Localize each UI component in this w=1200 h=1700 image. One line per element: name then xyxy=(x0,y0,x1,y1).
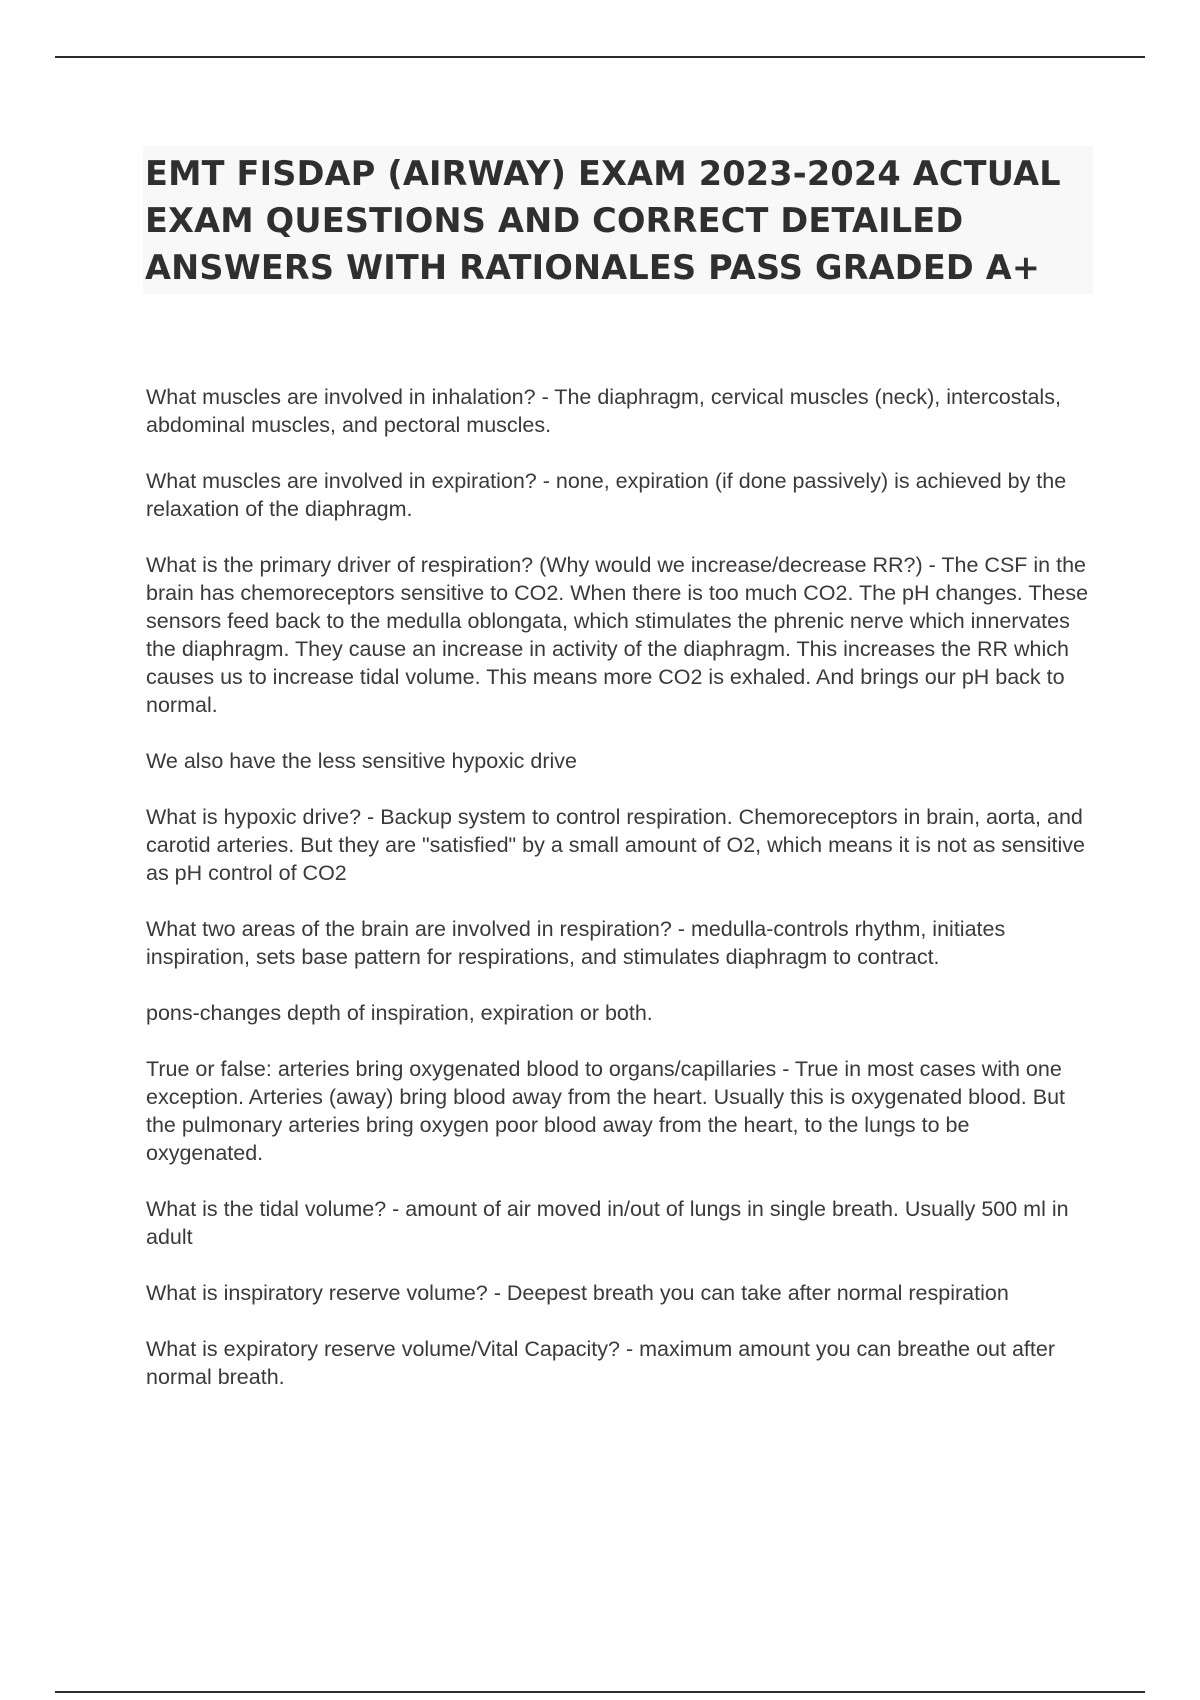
qa-paragraph: What muscles are involved in expiration? - none, expiration (if done passively) is achieved by the relaxation of the diaphragm. xyxy=(146,469,1067,521)
qa-paragraph: What is hypoxic drive? - Backup system to control respiration. Chemoreceptors in brain, aorta, and carotid arteries. But they are "satisfied" by a small amount of O2, which means it is not as sensitive as pH control of CO2 xyxy=(146,805,1085,885)
qa-paragraph: What is inspiratory reserve volume? - Deepest breath you can take after normal respiration xyxy=(146,1281,1009,1305)
title-block xyxy=(143,146,1093,294)
document-body xyxy=(146,383,1091,1419)
top-divider xyxy=(55,56,1145,58)
qa-paragraph: True or false: arteries bring oxygenated blood to organs/capillaries - True in most cases with one exception. Arteries (away) bring blood away from the heart. Usually this is oxygenated blood. But the pulmonary arteries bring oxygen poor blood away from the heart, to the lungs to be oxygenated. xyxy=(146,1057,1066,1165)
qa-paragraph: We also have the less sensitive hypoxic drive xyxy=(146,749,578,773)
bottom-divider xyxy=(55,1691,1145,1693)
qa-paragraph: What two areas of the brain are involved in respiration? - medulla-controls rhythm, initiates inspiration, sets base pattern for respirations, and stimulates diaphragm to contract. xyxy=(146,917,1006,969)
qa-paragraph: What muscles are involved in inhalation? - The diaphragm, cervical muscles (neck), intercostals, abdominal muscles, and pectoral muscles. xyxy=(146,385,1061,437)
qa-paragraph: What is the primary driver of respiration? (Why would we increase/decrease RR?) - The CSF in the brain has chemoreceptors sensitive to CO2. When there is too much CO2. The pH changes. These sensors feed back to the medulla oblongata, which stimulates the phrenic nerve which innervates the diaphragm. They cause an increase in activity of the diaphragm. This increases the RR which causes us to increase tidal volume. This means more CO2 is exhaled. And brings our pH back to normal. xyxy=(146,553,1089,717)
qa-paragraph: pons-changes depth of inspiration, expiration or both. xyxy=(146,1001,653,1025)
qa-paragraph: What is the tidal volume? - amount of air moved in/out of lungs in single breath. Usually 500 ml in adult xyxy=(146,1197,1069,1249)
qa-paragraph: What is expiratory reserve volume/Vital Capacity? - maximum amount you can breathe out after normal breath. xyxy=(146,1337,1055,1389)
document-title: EMT FISDAP (AIRWAY) EXAM 2023-2024 ACTUAL EXAM QUESTIONS AND CORRECT DETAILED ANSWERS WITH RATIONALES PASS GRADED A+ xyxy=(145,154,1061,287)
